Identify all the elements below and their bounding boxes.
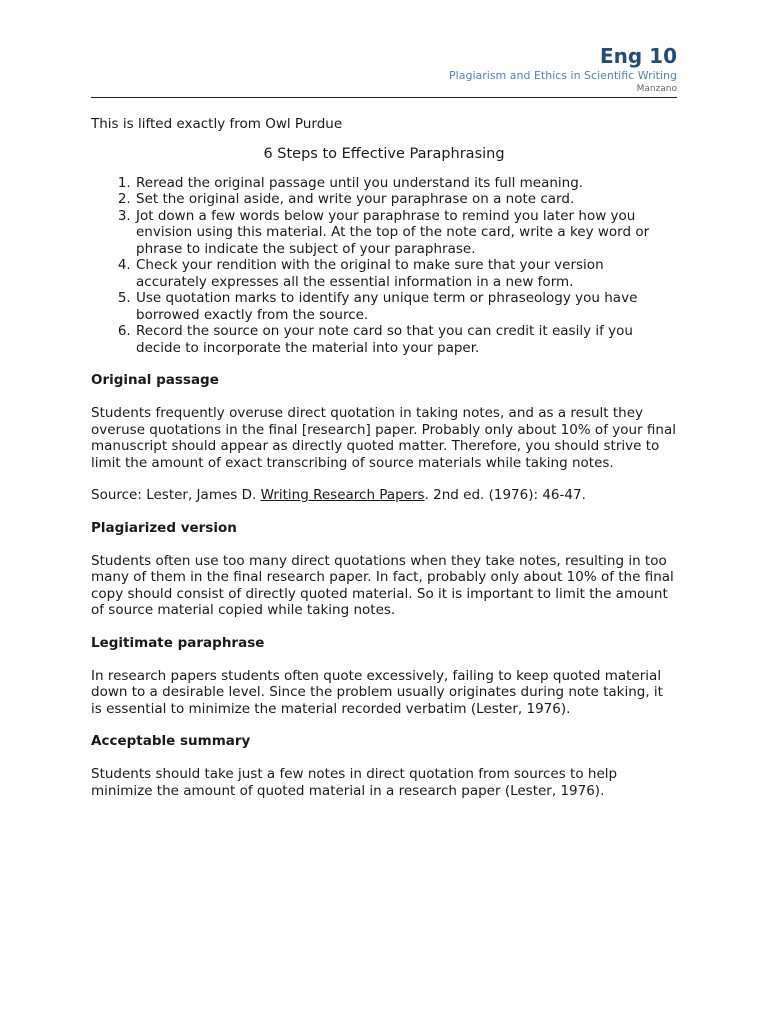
document-header: [91, 0, 677, 95]
original-heading: Original passage: [91, 372, 219, 388]
course-title: Eng 10: [599, 44, 677, 68]
intro-text: This is lifted exactly from Owl Purdue: [91, 116, 343, 132]
summary-heading: Acceptable summary: [91, 733, 251, 749]
steps-list: [91, 175, 677, 357]
page-content: [91, 0, 677, 799]
step-item: 5. Use quotation marks to identify any unique term or phraseology you have borrowed exactly from the source.: [135, 290, 677, 323]
source-prefix: Source: Lester, James D.: [91, 487, 261, 503]
course-subtitle: Plagiarism and Ethics in Scientific Writing: [449, 69, 677, 82]
original-text: Students frequently overuse direct quotation in taking notes, and as a result they overuse quotations in the final [research] paper. Probably only about 10% of your final manuscript should appear as directly quoted matter. Therefore, you should strive to limit the amount of exact transcribing of source materials while taking notes.: [91, 405, 676, 471]
step-item: 1. Reread the original passage until you understand its full meaning.: [135, 175, 677, 192]
step-item: 3. Jot down a few words below your paraphrase to remind you later how you envision using this material. At the top of the note card, write a key word or phrase to indicate the subject of your paraphrase.: [135, 208, 677, 258]
source-suffix: . 2nd ed. (1976): 46-47.: [424, 487, 586, 503]
plagiarized-text: Students often use too many direct quotations when they take notes, resulting in too many of them in the final research paper. In fact, probably only about 10% of the final copy should consist of directly quoted material. So it is important to limit the amount of source material copied while taking notes.: [91, 552, 674, 618]
page-title: 6 Steps to Effective Paraphrasing: [263, 145, 505, 162]
step-item: 4. Check your rendition with the original to make sure that your version accurately expresses all the essential information in a new form.: [135, 257, 677, 290]
step-item: 2. Set the original aside, and write your paraphrase on a note card.: [135, 191, 677, 208]
source-citation: [91, 487, 677, 504]
source-title: Writing Research Papers: [260, 487, 425, 503]
legitimate-heading: Legitimate paraphrase: [91, 634, 265, 651]
plagiarized-heading: Plagiarized version: [91, 519, 237, 536]
legitimate-text: In research papers students often quote excessively, failing to keep quoted material down to a desirable level. Since the problem usually originates during note taking, it is essential to minimize the material recorded verbatim (Lester, 1976).: [91, 667, 663, 717]
author-name: Manzano: [636, 84, 677, 94]
step-item: 6. Record the source on your note card so that you can credit it easily if you decide to incorporate the material into your paper.: [135, 323, 677, 356]
summary-text: Students should take just a few notes in direct quotation from sources to help minimize the amount of quoted material in a research paper (Lester, 1976).: [91, 766, 618, 799]
header-divider: [91, 97, 677, 98]
